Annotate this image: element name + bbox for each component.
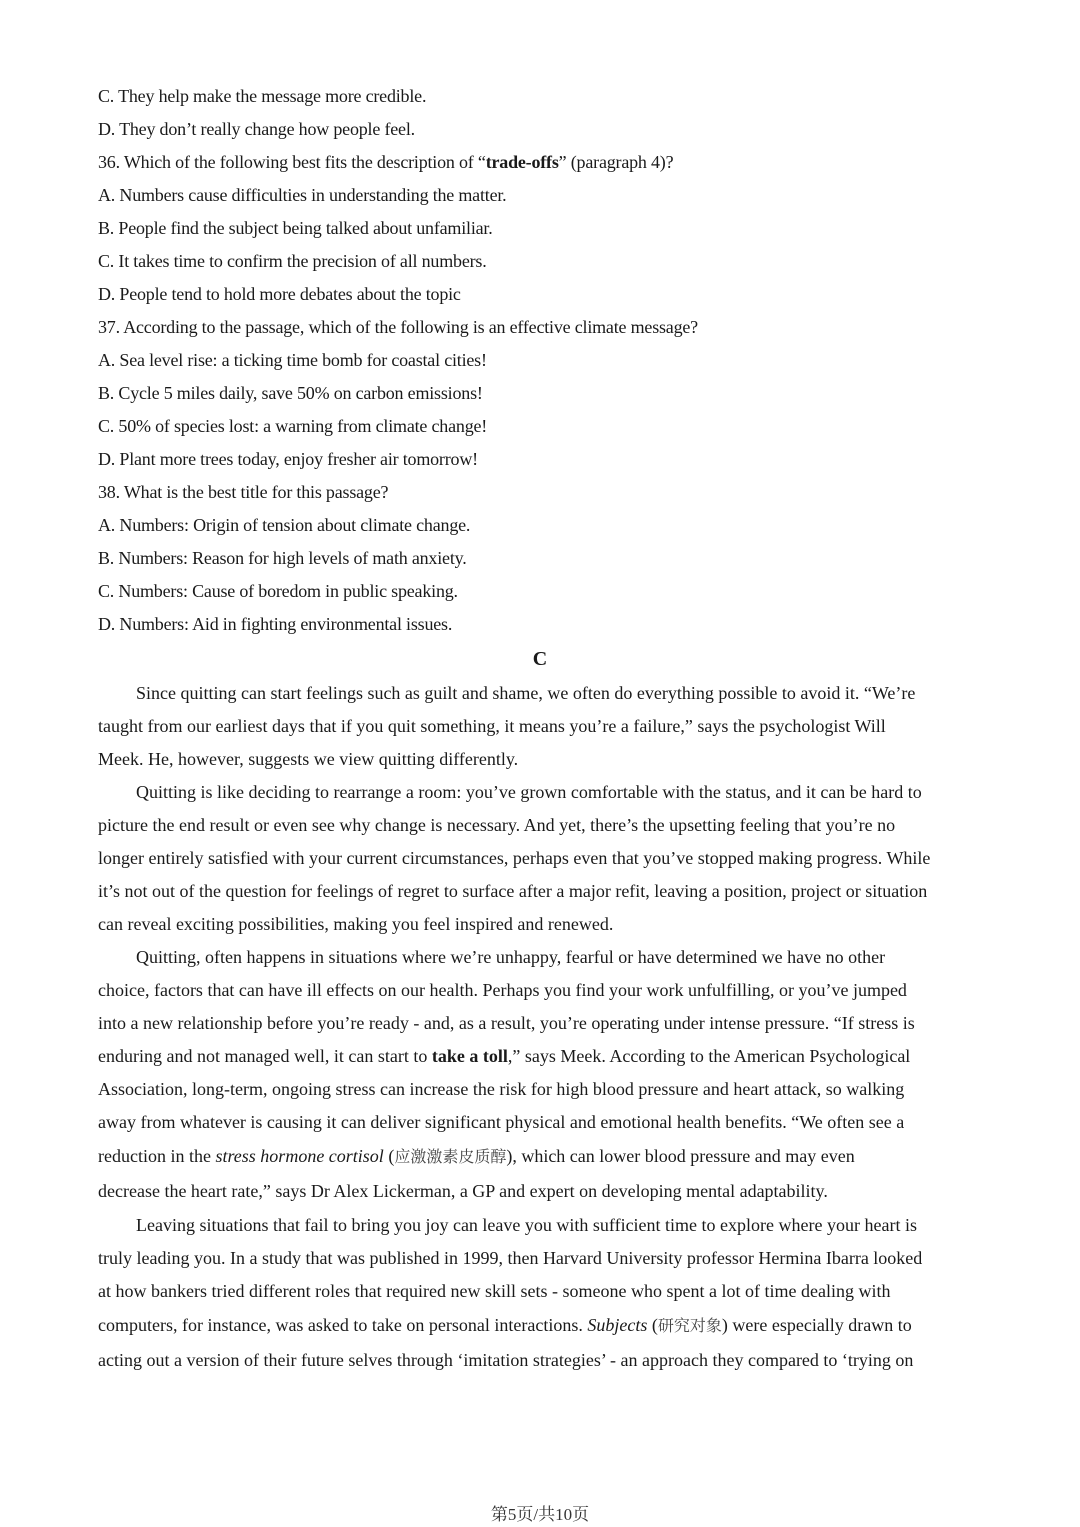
paragraph-line: acting out a version of their future selves through ‘imitation strategies’ - an approach they compared to ‘trying on <box>98 1350 914 1370</box>
paragraph-line: longer entirely satisfied with your current circumstances, perhaps even that you’ve stopped making progress. While <box>98 848 931 868</box>
paragraph-line: choice, factors that can have ill effects on our health. Perhaps you find your work unfulfilling, or you’ve jumped <box>98 980 907 1000</box>
paragraph-line: taught from our earliest days that if you quit something, it means you’re a failure,” says the psychologist Will <box>98 716 886 736</box>
paragraph-line: into a new relationship before you’re ready - and, as a result, you’re operating under intense pressure. “If stress is <box>98 1013 915 1033</box>
q36-option-d: D. People tend to hold more debates about the topic <box>98 284 461 304</box>
paragraph-line: Association, long-term, ongoing stress can increase the risk for high blood pressure and heart attack, so walking <box>98 1079 905 1099</box>
q38-option-d: D. Numbers: Aid in fighting environmental issues. <box>98 614 453 634</box>
q35-option-c: C. They help make the message more credible. <box>98 86 427 106</box>
q37-option-a: A. Sea level rise: a ticking time bomb for coastal cities! <box>98 350 487 370</box>
paragraph-line <box>98 1040 982 1073</box>
paragraph-line: picture the end result or even see why change is necessary. And yet, there’s the upsetting feeling that you’re no <box>98 815 896 835</box>
paragraph-line: Leaving situations that fail to bring you joy can leave you with sufficient time to explore where your heart is <box>136 1215 917 1235</box>
q37-option-b: B. Cycle 5 miles daily, save 50% on carbon emissions! <box>98 383 483 403</box>
q36-stem <box>98 146 982 179</box>
q36-option-c: C. It takes time to confirm the precision of all numbers. <box>98 251 487 271</box>
line-text: ( <box>383 1146 395 1166</box>
chinese-gloss: 应激激素皮质醇 <box>394 1147 507 1166</box>
passage-paragraph-3 <box>98 941 982 1209</box>
paragraph-line: it’s not out of the question for feelings of regret to surface after a major refit, leaving a position, project or situation <box>98 881 928 901</box>
q36-keyword: trade-offs <box>485 152 559 172</box>
paragraph-line: truly leading you. In a study that was published in 1999, then Harvard University professor Hermina Ibarra looked <box>98 1248 923 1268</box>
passage-paragraph-1 <box>98 677 982 776</box>
page-number: 第5页/共10页 <box>490 1505 590 1524</box>
passage-paragraph-2 <box>98 776 982 941</box>
paragraph-line: at how bankers tried different roles that required new skill sets - someone who spent a lot of time dealing with <box>98 1281 891 1301</box>
paragraph-line <box>98 1308 982 1343</box>
paragraph-line: can reveal exciting possibilities, making you feel inspired and renewed. <box>98 914 614 934</box>
q38-option-b: B. Numbers: Reason for high levels of math anxiety. <box>98 548 467 568</box>
line-text: ) were especially drawn to <box>721 1315 912 1335</box>
q37-option-c: C. 50% of species lost: a warning from climate change! <box>98 416 488 436</box>
line-text: reduction in the <box>98 1146 216 1166</box>
q36-stem-text: 36. Which of the following best fits the description of “ <box>98 152 486 172</box>
paragraph-line: Quitting is like deciding to rearrange a room: you’ve grown comfortable with the status, and it can be hard to <box>136 782 922 802</box>
line-text: ), which can lower blood pressure and may even <box>506 1146 855 1166</box>
italic-term: stress hormone cortisol <box>215 1146 384 1166</box>
bold-phrase-take-a-toll: take a toll <box>431 1046 508 1066</box>
paragraph-line: Quitting, often happens in situations where we’re unhappy, fearful or have determined we have no other <box>136 947 886 967</box>
chinese-gloss: 研究对象 <box>657 1316 722 1335</box>
line-text: ( <box>647 1315 658 1335</box>
q36-option-a: A. Numbers cause difficulties in understanding the matter. <box>98 185 507 205</box>
paragraph-line: decrease the heart rate,” says Dr Alex Lickerman, a GP and expert on developing mental adaptability. <box>98 1181 828 1201</box>
q38-stem: 38. What is the best title for this passage? <box>98 482 389 502</box>
paragraph-line: Since quitting can start feelings such as guilt and shame, we often do everything possible to avoid it. “We’re <box>136 683 916 703</box>
section-c-heading: C <box>532 648 548 670</box>
line-text: ,” says Meek. According to the American Psychological <box>507 1046 911 1066</box>
q35-option-d: D. They don’t really change how people feel. <box>98 119 415 139</box>
q36-stem-end: ” (paragraph 4)? <box>558 152 674 172</box>
passage-paragraph-4 <box>98 1209 982 1378</box>
q38-option-c: C. Numbers: Cause of boredom in public speaking. <box>98 581 458 601</box>
q38-option-a: A. Numbers: Origin of tension about climate change. <box>98 515 471 535</box>
line-text: computers, for instance, was asked to take on personal interactions. <box>98 1315 588 1335</box>
paragraph-line: Meek. He, however, suggests we view quitting differently. <box>98 749 519 769</box>
exam-page <box>98 80 982 1378</box>
q36-option-b: B. People find the subject being talked about unfamiliar. <box>98 218 493 238</box>
paragraph-line <box>98 1139 982 1174</box>
q37-stem: 37. According to the passage, which of the following is an effective climate message? <box>98 317 698 337</box>
paragraph-line: away from whatever is causing it can deliver significant physical and emotional health benefits. “We often see a <box>98 1112 905 1132</box>
line-text: enduring and not managed well, it can start to <box>98 1046 432 1066</box>
italic-term: Subjects <box>587 1315 648 1335</box>
q37-option-d: D. Plant more trees today, enjoy fresher air tomorrow! <box>98 449 478 469</box>
